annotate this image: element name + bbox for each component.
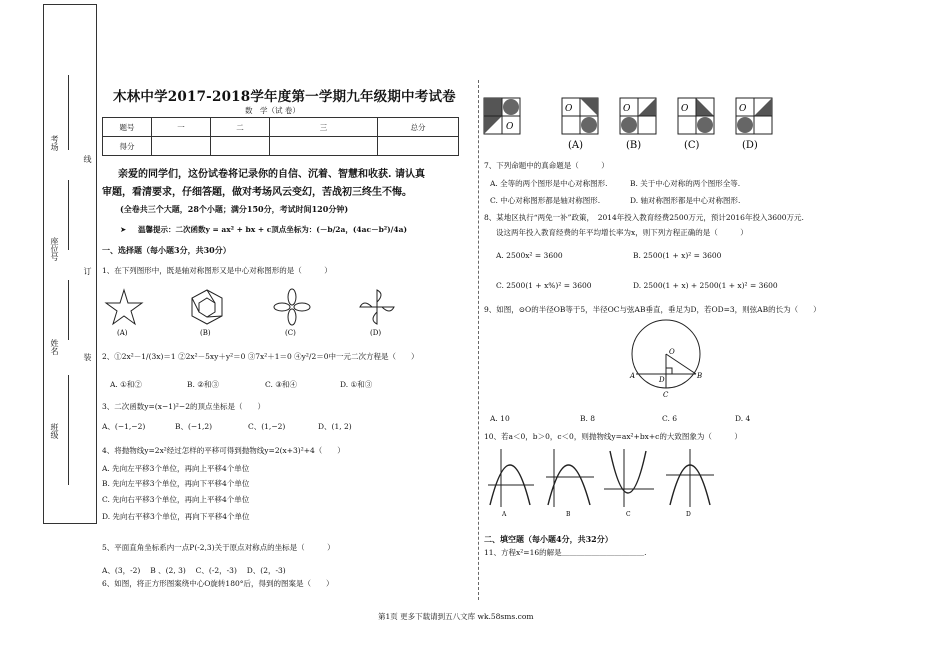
question-2: 2、①2x²－1/(3x)＝1 ②2x²－5xy＋y²＝0 ③7x²＋1＝0 ④y²/2＝0中一元二次方程是（ ）	[102, 352, 419, 361]
graph-a	[488, 449, 534, 507]
star-shape	[106, 290, 142, 324]
option-label: C	[626, 511, 631, 517]
option[interactable]: D. 2500(1 + x) + 2500(1 + x)² = 3600	[633, 281, 778, 290]
option[interactable]: A. 全等的两个图形是中心对称图形.	[490, 179, 608, 188]
binding-char: 订	[83, 267, 92, 275]
option[interactable]: A. ①和②	[110, 380, 142, 389]
question-9: 9、如图，⊙O的半径OB等于5，半径OC与弦AB垂直，垂足为D，若OD=3，则弦AB的长为（ ）	[484, 305, 821, 314]
option-row[interactable]: A、(3，-2) B 、(2, 3) C、(-2，-3) D、(2，-3)	[102, 566, 286, 575]
graph-d	[666, 449, 714, 507]
exam-title: 木林中学2017-2018学年度第一学期九年级期中考试卷	[113, 89, 456, 105]
option-label: D	[686, 511, 691, 517]
table-cell: 题号	[103, 118, 152, 137]
question-1: 1、在下列图形中，既是轴对称图形又是中心对称图形的是（ ）	[102, 266, 332, 275]
question-6: 6、如图，将正方形图案绕中心O旋转180°后，得到的图案是（ ）	[102, 579, 334, 588]
original-square	[484, 98, 520, 134]
table-cell: 一	[152, 118, 211, 137]
binding-line	[68, 280, 69, 340]
section-heading: 一、选择题（每小题3分，共30分）	[102, 245, 231, 255]
option-label: (A)	[568, 140, 584, 151]
option-c-square	[678, 98, 714, 134]
table-cell: 二	[211, 118, 270, 137]
binding-line	[68, 180, 69, 250]
option[interactable]: B、(−1,2)	[175, 422, 213, 431]
option[interactable]: A. 2500x² = 3600	[496, 251, 563, 260]
option[interactable]: D、(1, 2)	[318, 422, 352, 431]
option[interactable]: A. 10	[490, 414, 510, 423]
svg-text:O: O	[739, 104, 747, 114]
column-divider	[478, 80, 479, 600]
option[interactable]: B. ②和③	[187, 380, 220, 389]
pinwheel-shape	[360, 290, 394, 324]
question-7: 7、下列命题中的真命题是（ ）	[484, 161, 609, 170]
q9-circle-figure	[626, 318, 706, 400]
option-label: (B)	[626, 140, 642, 151]
svg-text:O: O	[565, 104, 573, 114]
table-cell[interactable]	[152, 137, 211, 156]
question-11[interactable]: 11、方程x²=16的解是＿＿＿＿＿＿＿＿＿＿＿.	[484, 548, 647, 557]
option[interactable]: D. ①和③	[340, 380, 373, 389]
seat-no-label: 座位号	[50, 237, 59, 261]
option[interactable]: C、(1,−2)	[248, 422, 286, 431]
binding-char: 线	[83, 155, 92, 163]
hint-arrow-icon: ➤	[120, 225, 127, 234]
table-cell[interactable]	[211, 137, 270, 156]
option[interactable]: D. 先向右平移3个单位，再向下平移4个单位	[102, 512, 250, 521]
option-label: (A)	[117, 329, 128, 337]
option[interactable]: C. 先向右平移3个单位，再向上平移4个单位	[102, 495, 250, 504]
binding-char: 装	[83, 353, 92, 361]
point-label: C	[663, 391, 669, 399]
option-a-square	[562, 98, 598, 134]
option-label: (B)	[200, 329, 211, 337]
intro-line: 亲爱的同学们，这份试卷将记录你的自信、沉着、智慧和收获. 请认真	[118, 169, 425, 180]
q1-figures	[102, 286, 402, 338]
score-table	[102, 117, 459, 156]
option-label: (C)	[684, 140, 700, 151]
question-4: 4、将抛物线y=2x²经过怎样的平移可得到抛物线y=2(x+3)²+4（ ）	[102, 446, 345, 455]
question-8: 8、某地区执行“两免一补”政策， 2014年投入教育经费2500万元，预计2016年投入3600万元.	[484, 213, 804, 222]
flower-shape	[274, 289, 310, 325]
section-heading: 二、填空题（每小题4分，共32分）	[484, 534, 613, 544]
option[interactable]: C. 6	[662, 414, 678, 423]
svg-text:O: O	[623, 104, 631, 114]
graph-b	[546, 449, 594, 507]
point-label: B	[697, 372, 703, 380]
binding-line	[68, 375, 69, 485]
svg-text:O: O	[506, 122, 514, 132]
table-cell: 总分	[378, 118, 459, 137]
exam-subtitle: 数 学（试 卷）	[245, 106, 300, 115]
option[interactable]: B. 8	[580, 414, 596, 423]
binding-margin	[43, 4, 97, 524]
point-label: A	[630, 372, 636, 380]
question-5: 5、平面直角坐标系内一点P(-2,3)关于原点对称点的坐标是（ ）	[102, 543, 335, 552]
svg-text:O: O	[681, 104, 689, 114]
q10-parabola-figures	[486, 445, 716, 517]
option[interactable]: B. 2500(1 + x)² = 3600	[633, 251, 722, 260]
intro-line: 审题，看清要求，仔细答题，做对考场风云变幻，苦战初三终生不悔。	[102, 187, 412, 198]
hexagon-shape	[192, 290, 222, 324]
exam-no-label: 考场	[50, 135, 59, 151]
question-8-cont: 设这两年投入教育经费的年平均增长率为x，则下列方程正确的是（ ）	[496, 228, 748, 237]
table-cell: 得分	[103, 137, 152, 156]
page-footer: 第1页 更多下载请到五八文库 wk.58sms.com	[378, 612, 534, 621]
option-label: (D)	[370, 329, 382, 337]
option[interactable]: A、(−1,−2)	[102, 422, 146, 431]
table-cell: 三	[270, 118, 378, 137]
class-label: 班级	[50, 423, 59, 439]
option-label: (C)	[285, 329, 296, 337]
question-10: 10、若a＜0，b＞0，c＜0，则抛物线y=ax²+bx+c的大致图象为（ ）	[484, 432, 742, 441]
option[interactable]: B. 先向左平移3个单位，再向下平移4个单位	[102, 479, 250, 488]
intro-info: (全卷共三个大题，28个小题；满分150分，考试时间120分钟)	[120, 204, 349, 214]
option-label: B	[566, 511, 571, 517]
point-label: D	[659, 376, 665, 384]
option[interactable]: A. 先向左平移3个单位，再向上平移4个单位	[102, 464, 250, 473]
name-label: 姓名	[50, 339, 59, 355]
option[interactable]: C. 2500(1 + x%)² = 3600	[496, 281, 592, 290]
option[interactable]: C. ③和④	[265, 380, 297, 389]
option[interactable]: C. 中心对称图形都是轴对称图形.	[490, 196, 601, 205]
option-b-square	[620, 98, 656, 134]
option-label: (D)	[742, 140, 758, 151]
option[interactable]: D. 4	[735, 414, 751, 423]
point-label: O	[669, 348, 675, 356]
option[interactable]: D. 轴对称图形都是中心对称图形.	[630, 196, 741, 205]
option[interactable]: B. 关于中心对称的两个图形全等.	[630, 179, 741, 188]
option-d-square	[736, 98, 772, 134]
q6-figures	[482, 96, 792, 154]
table-row	[103, 118, 459, 137]
option-label: A	[502, 511, 507, 517]
graph-c	[604, 449, 654, 507]
question-3: 3、二次函数y=(x−1)²−2的顶点坐标是（ ）	[102, 402, 265, 411]
formula-hint: 温馨提示：二次函数y = ax² + bx + c顶点坐标为：(－b/2a，(4ac－b²)/4a)	[138, 225, 408, 234]
table-cell[interactable]	[378, 137, 459, 156]
table-row	[103, 137, 459, 156]
table-cell[interactable]	[270, 137, 378, 156]
binding-line	[68, 75, 69, 150]
